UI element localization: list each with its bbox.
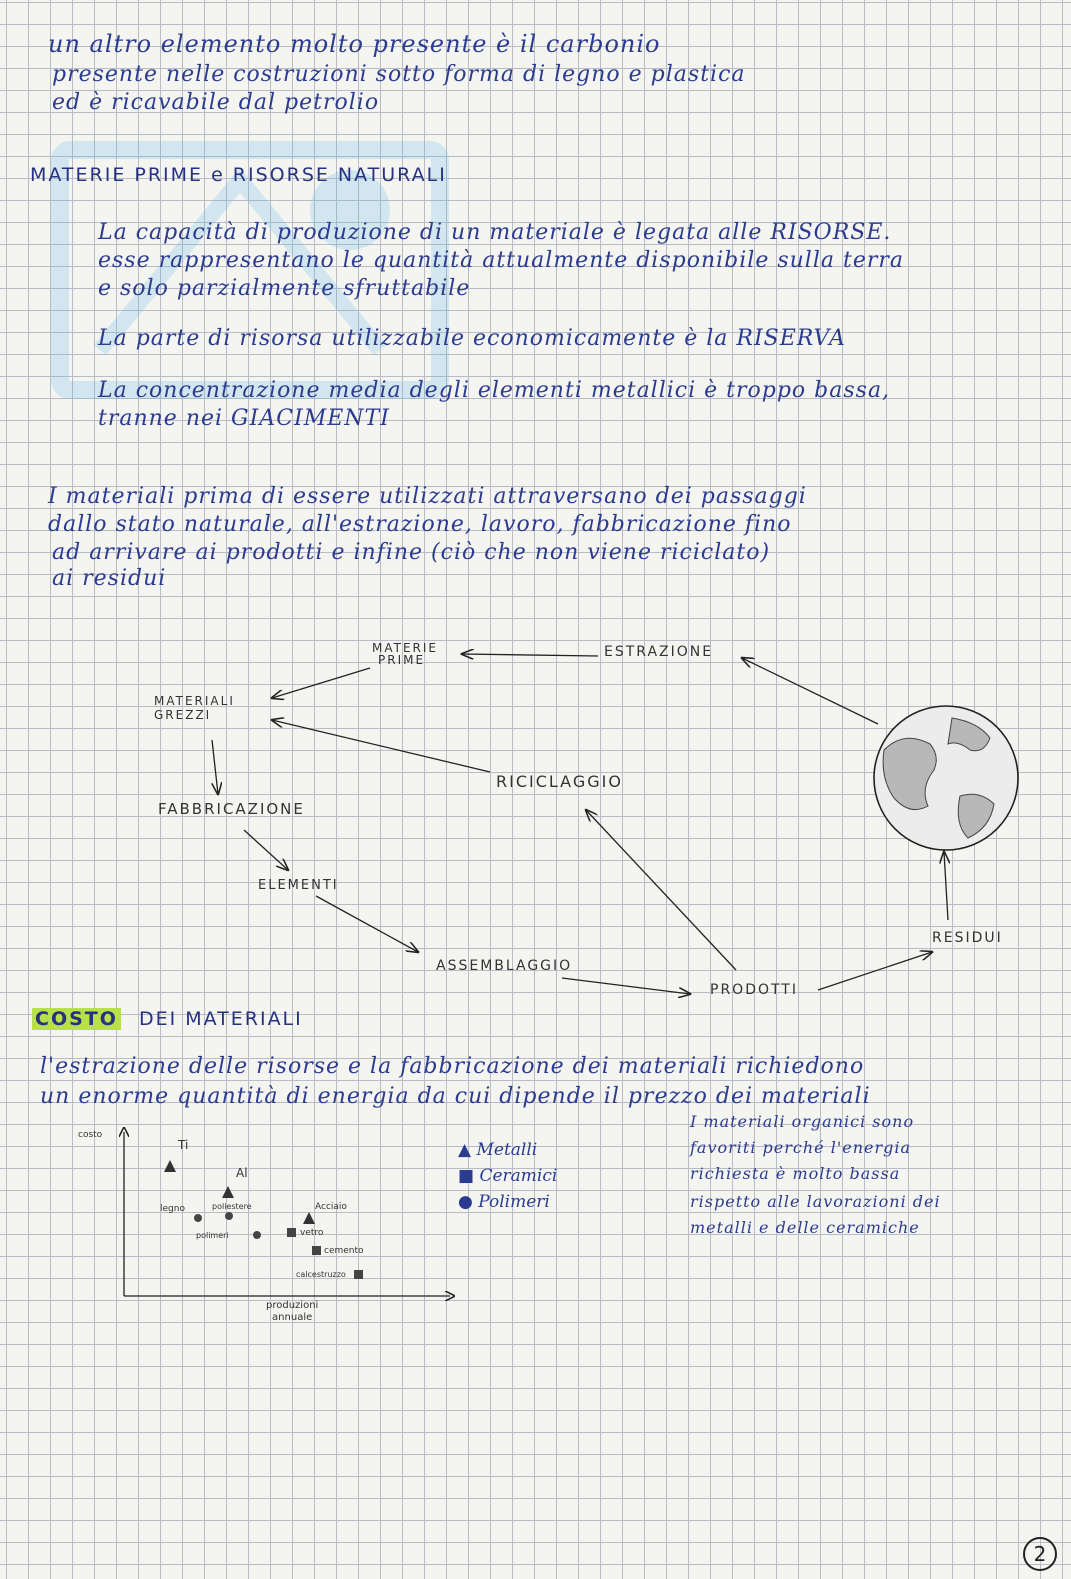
riserva-line: La parte di risorsa utilizzabile economicamente è la RISERVA: [98, 326, 846, 351]
point-vetro: [287, 1228, 296, 1237]
point-al: [222, 1186, 234, 1198]
arrow-grezzi-fabbricazione: [212, 740, 218, 794]
section-title-materie-prime: MATERIE PRIME e RISORSE NATURALI: [30, 164, 447, 186]
point-acciaio: [303, 1212, 315, 1224]
note-line-3: richiesta è molto bassa: [690, 1164, 901, 1183]
legend-metalli: ▲ Metalli: [458, 1140, 538, 1160]
label-vetro: vetro: [300, 1228, 324, 1238]
point-ti: [164, 1160, 176, 1172]
point-poliestere: [225, 1212, 233, 1220]
note-line-4: rispetto alle lavorazioni dei: [690, 1192, 941, 1211]
section-title-costo: COSTO DEI MATERIALI: [32, 1008, 303, 1030]
note-line-5: metalli e delle ceramiche: [690, 1218, 920, 1237]
concentrazione-line-2: tranne nei GIACIMENTI: [98, 406, 390, 431]
legend-ceramici: ■ Ceramici: [458, 1166, 558, 1186]
earth-globe-icon: [874, 706, 1018, 850]
arrow-prodotti-residui: [818, 952, 932, 990]
circle-icon: ●: [458, 1192, 473, 1212]
label-polimeri: polimeri: [196, 1231, 229, 1240]
arrow-riciclaggio-grezzi: [272, 720, 490, 772]
label-calcestruzzo: calcestruzzo: [296, 1270, 346, 1279]
node-estrazione: ESTRAZIONE: [604, 644, 714, 660]
arrow-estrazione-materie-prime: [462, 654, 598, 656]
note-line-1: I materiali organici sono: [690, 1112, 915, 1131]
arrow-elementi-assemblaggio: [316, 896, 418, 952]
arrow-materie-prime-grezzi: [272, 668, 370, 698]
node-elementi: ELEMENTI: [258, 878, 339, 893]
chart-xlabel: produzioni annuale: [266, 1300, 319, 1323]
label-legno: legno: [160, 1204, 185, 1214]
risorse-line-1: La capacità di produzione di un materiale è legata alle RISORSE.: [98, 220, 892, 245]
intro-line-2: presente nelle costruzioni sotto forma di legno e plastica: [52, 62, 746, 87]
square-icon: ■: [458, 1166, 475, 1186]
costo-highlight: COSTO: [32, 1008, 121, 1030]
label-cemento: cemento: [324, 1246, 364, 1256]
note-line-2: favoriti perché l'energia: [690, 1138, 912, 1157]
chart-ylabel: costo: [78, 1130, 103, 1140]
intro-line-1: un altro elemento molto presente è il carbonio: [48, 30, 661, 58]
legend-polimeri: ● Polimeri: [458, 1192, 550, 1212]
risorse-line-2: esse rappresentano le quantità attualmente disponibile sulla terra: [98, 248, 904, 273]
intro-line-3: ed è ricavabile dal petrolio: [52, 90, 380, 115]
passaggi-line-2: dallo stato naturale, all'estrazione, lavoro, fabbricazione fino: [48, 512, 792, 537]
passaggi-line-4: ai residui: [52, 566, 167, 591]
arrow-terra-estrazione: [742, 658, 878, 724]
arrow-prodotti-riciclaggio: [586, 810, 736, 970]
page-number: 2: [1023, 1537, 1057, 1571]
passaggi-line-1: I materiali prima di essere utilizzati attraversano dei passaggi: [48, 484, 807, 509]
arrow-residui-terra: [944, 852, 948, 920]
node-assemblaggio: ASSEMBLAGGIO: [436, 958, 573, 974]
node-riciclaggio: RICICLAGGIO: [496, 772, 623, 791]
costo-line-2: un enorme quantità di energia da cui dipende il prezzo dei materiali: [40, 1084, 871, 1109]
node-materiali-grezzi: MATERIALI GREZZI: [154, 694, 235, 722]
arrow-fabbricazione-elementi: [244, 830, 288, 870]
label-poliestere: poliestere: [212, 1202, 252, 1211]
costo-line-1: l'estrazione delle risorse e la fabbricazione dei materiali richiedono: [40, 1054, 865, 1079]
arrow-assemblaggio-prodotti: [562, 978, 690, 994]
label-acciaio: Acciaio: [315, 1202, 347, 1212]
node-residui: RESIDUI: [932, 930, 1003, 946]
concentrazione-line-1: La concentrazione media degli elementi metallici è troppo bassa,: [98, 378, 891, 403]
node-materie-prime: MATERIE PRIME: [372, 641, 439, 667]
passaggi-line-3: ad arrivare ai prodotti e infine (ciò che non viene riciclato): [52, 540, 771, 565]
node-fabbricazione: FABBRICAZIONE: [158, 800, 305, 818]
point-legno: [194, 1214, 202, 1222]
triangle-icon: ▲: [458, 1140, 472, 1160]
node-prodotti: PRODOTTI: [710, 982, 798, 998]
point-polimeri: [253, 1231, 261, 1239]
point-cemento: [312, 1246, 321, 1255]
point-calcestruzzo: [354, 1270, 363, 1279]
label-ti: Ti: [178, 1138, 189, 1152]
risorse-line-3: e solo parzialmente sfruttabile: [98, 276, 471, 301]
label-al: Al: [236, 1166, 248, 1180]
